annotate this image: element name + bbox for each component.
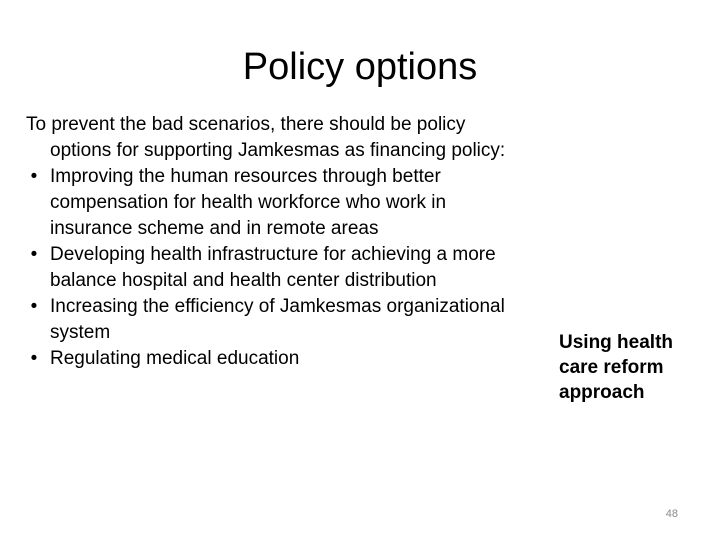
bullet-item <box>26 294 526 346</box>
bullet-icon: • <box>30 296 38 317</box>
bullet-text: Improving the human resources through better compensation for health workforce who work in insurance scheme and in remote areas <box>50 166 447 239</box>
bullet-text: Developing health infrastructure for achieving a more balance hospital and health center distribution <box>50 244 496 291</box>
bullet-item <box>26 242 526 294</box>
bullet-list <box>26 164 526 372</box>
bullet-icon: • <box>30 348 38 369</box>
page-number: 48 <box>665 508 678 520</box>
bullet-text: Regulating medical education <box>50 348 300 369</box>
intro-text: To prevent the bad scenarios, there should be policy options for supporting Jamkesmas as financing policy: <box>26 114 506 161</box>
side-note: Using health care reform approach <box>559 332 674 403</box>
bullet-icon: • <box>30 244 38 265</box>
bullet-item <box>26 346 526 372</box>
slide-title: Policy options <box>242 46 478 88</box>
bullet-text: Increasing the efficiency of Jamkesmas organizational system <box>50 296 505 343</box>
slide-body <box>26 112 526 372</box>
bullet-icon: • <box>30 166 38 187</box>
bullet-item <box>26 164 526 242</box>
